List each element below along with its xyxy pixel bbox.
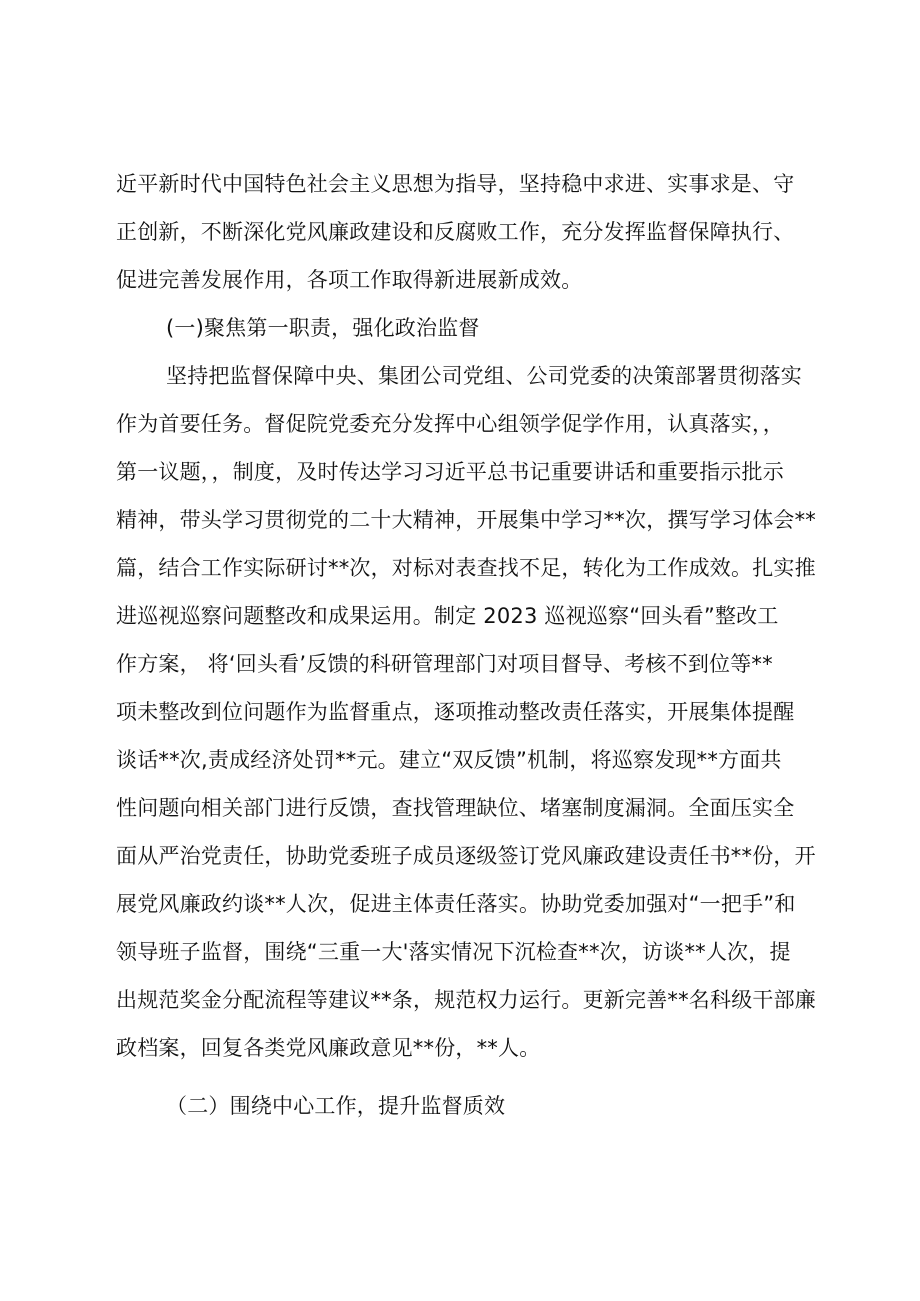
text-line: 正创新，不断深化党风廉政建设和反腐败工作，充分发挥监督保障执行、 [116, 220, 795, 244]
text-line: 项未整改到位问题作为监督重点，逐项推动整改责任落实，开展集体提醒 [116, 700, 795, 724]
text-line: 政档案，回复各类党风廉政意见**份，**人。 [116, 1036, 541, 1060]
heading-text: （二）围绕中心工作，提升监督质效 [166, 1094, 506, 1118]
text-line: 进巡视巡察问题整改和成果运用。制定 2023 巡视巡察“回头看”整改工 [116, 604, 779, 628]
text-line: 精神，带头学习贯彻党的二十大精神，开展集中学习**次，撰写学习体会** [116, 508, 816, 532]
text-line: 作为首要任务。督促院党委充分发挥中心组领学促学作用，认真落实，， [116, 412, 784, 436]
text-line: 作方案， 将‘回头看’反馈的科研管理部门对项目督导、考核不到位等** [116, 652, 773, 676]
text-line: 近平新时代中国特色社会主义思想为指导，坚持稳中求进、实事求是、守 [116, 172, 795, 196]
text-line: 出规范奖金分配流程等建议**条，规范权力运行。更新完善**名科级干部廉 [116, 988, 816, 1012]
text-line: 性问题向相关部门进行反馈，查找管理缺位、堵塞制度漏洞。全面压实全 [116, 796, 795, 820]
text-line: 第一议题，，制度，及时传达学习习近平总书记重要讲话和重要指示批示 [116, 460, 784, 484]
text-line: 坚持把监督保障中央、集团公司党组、公司党委的决策部署贯彻落实 [166, 364, 802, 388]
text-line: 篇，结合工作实际研讨**次，对标对表查找不足，转化为工作成效。扎实推 [116, 556, 816, 580]
text-line: 领导班子监督，围绕“三重一大'落实情况下沉检查**次，访谈**人次，提 [116, 940, 791, 964]
text-line: 谈话**次,责成经济处罚**元。建立“双反馈”机制，将巡察发现**方面共 [116, 748, 782, 772]
heading-text: (一)聚焦第一职责，强化政治监督 [166, 316, 480, 340]
text-line: 面从严治党责任，协助党委班子成员逐级签订党风廉政建设责任书**份，开 [116, 844, 816, 868]
text-line: 展党风廉政约谈**人次，促进主体责任落实。协助党委加强对“一把手”和 [116, 892, 796, 916]
text-line: 促进完善发展作用，各项工作取得新进展新成效。 [116, 268, 583, 292]
